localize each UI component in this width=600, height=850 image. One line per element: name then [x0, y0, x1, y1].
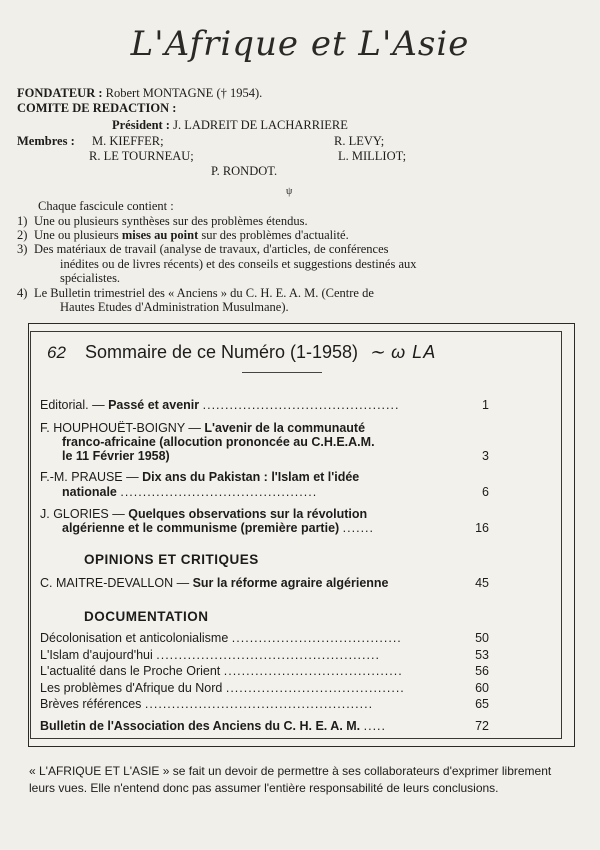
member-name: M. KIEFFER; — [92, 134, 164, 148]
toc-entry-title: Quelques observations sur la révolution — [128, 507, 368, 521]
section-heading-documentation: DOCUMENTATION — [84, 609, 209, 624]
president-line — [112, 118, 348, 133]
toc-entry-title: Les problèmes d'Afrique du Nord — [40, 681, 223, 695]
toc-entry-title: Brèves références — [40, 697, 142, 711]
toc-entry-title: L'Islam d'aujourd'hui — [40, 648, 153, 662]
toc-entry — [40, 681, 485, 696]
founder-value: Robert MONTAGNE († 1954). — [105, 86, 263, 100]
member-name: R. LEVY; — [334, 134, 385, 148]
contents-item-text: inédites ou de livres récents) et des conseils et suggestions destinés aux — [60, 257, 417, 271]
masthead-title: L'Afrique et L'Asie — [130, 24, 470, 64]
toc-entry-continuation — [62, 521, 507, 536]
toc-entry-title: Bulletin de l'Association des Anciens du C. H. E. A. M. — [40, 719, 361, 733]
contents-item-text: Le Bulletin trimestriel des « Anciens » du C. H. E. A. M. (Centre de — [34, 286, 374, 300]
toc-entry-continuation — [62, 485, 507, 500]
toc-entry-author: J. GLORIES — [40, 507, 109, 521]
member-name: P. RONDOT. — [211, 164, 278, 178]
toc-entry: Editorial. — Passé et avenir ............................................ — [40, 398, 400, 412]
leader-dots: .................................................. — [156, 648, 380, 662]
handwritten-number: 62 — [47, 343, 66, 362]
handwritten-annotation: ∼ ω LA — [369, 342, 437, 362]
contents-item-text: Une ou plusieurs synthèses sur des problèmes étendus. — [34, 214, 308, 228]
toc-entry: F.-M. PRAUSE — Dix ans du Pakistan : l'Islam et l'idée — [40, 470, 360, 484]
contents-item-number: 3) — [17, 242, 28, 256]
toc-entry — [40, 648, 485, 663]
toc-entry — [40, 697, 485, 712]
contents-item-number: 1) — [17, 214, 28, 228]
toc-page-number: 3 — [482, 449, 489, 463]
contents-item-text-part: Une ou plusieurs — [34, 228, 122, 242]
toc-entry-author: C. MAITRE-DEVALLON — [40, 576, 174, 590]
disclaimer-paragraph: « L'AFRIQUE ET L'ASIE » se fait un devoir de permettre à ses collaborateurs d'exprimer librement leurs vues. Elle n'entend donc pas assumer l'entière responsabilité de leurs conclusions. — [29, 764, 552, 795]
toc-entry-author: F.-M. PRAUSE — [40, 470, 123, 484]
contents-intro: Chaque fascicule contient : — [38, 199, 174, 213]
leader-dots: ........................................ — [223, 664, 403, 678]
leader-dots: ....... — [342, 521, 374, 535]
contents-item-text — [34, 228, 349, 243]
toc-page-number: 1 — [482, 398, 489, 412]
toc-entry-title: Sur la réforme agraire algérienne — [192, 576, 389, 590]
president-label: Président : — [112, 118, 170, 132]
contents-item-text-part: sur des problèmes d'actualité. — [198, 228, 349, 242]
title-rule — [242, 372, 322, 373]
contents-item-number: 4) — [17, 286, 28, 300]
toc-page-number: 6 — [482, 485, 489, 499]
section-heading-opinions: OPINIONS ET CRITIQUES — [84, 552, 259, 567]
leader-dots: ........................................ — [225, 681, 405, 695]
toc-entry-title: Passé et avenir — [108, 398, 200, 412]
toc-page-number: 16 — [475, 521, 489, 535]
toc-entry-title: Dix ans du Pakistan : l'Islam et l'idée — [142, 470, 360, 484]
toc-entry — [40, 631, 485, 646]
ornament-glyph: ψ — [286, 186, 293, 197]
toc-entry-continuation — [62, 435, 507, 450]
members-label: Membres : — [17, 134, 75, 148]
toc-page-number: 45 — [475, 576, 489, 590]
founder-label: FONDATEUR : — [17, 86, 103, 100]
contents-item-text: spécialistes. — [60, 271, 121, 285]
contents-item-text: Des matériaux de travail (analyse de travaux, d'articles, de conférences — [34, 242, 389, 256]
president-name: J. LADREIT DE LACHARRIERE — [173, 118, 348, 132]
leader-dots: ..... — [363, 719, 387, 733]
contents-item-number: 2) — [17, 228, 28, 242]
toc-entry-author: Editorial. — [40, 398, 89, 412]
leader-dots: ...................................... — [231, 631, 402, 645]
toc-entry-title: L'actualité dans le Proche Orient — [40, 664, 221, 678]
toc-title: Sommaire de ce Numéro (1-1958) — [84, 342, 359, 362]
toc-page-number: 53 — [475, 648, 489, 662]
toc-entry-continuation — [62, 449, 507, 464]
toc-page-number: 65 — [475, 697, 489, 711]
toc-entry — [40, 719, 485, 734]
member-name: L. MILLIOT; — [338, 149, 407, 163]
member-name: R. LE TOURNEAU; — [89, 149, 194, 163]
committee-heading: COMITE DE REDACTION : — [17, 101, 177, 115]
toc-entry — [40, 664, 485, 679]
toc-entry-title: franco-africaine (allocution prononcée au C.H.E.A.M. — [62, 435, 375, 449]
leader-dots: ............................................ — [120, 485, 318, 499]
leader-dots: ............................................ — [202, 398, 400, 412]
toc-entry-title: nationale — [62, 485, 117, 499]
toc-page-number: 60 — [475, 681, 489, 695]
toc-entry-title: L'avenir de la communauté — [204, 421, 366, 435]
leader-dots: ................................................... — [144, 697, 374, 711]
toc-entry: C. MAITRE-DEVALLON — Sur la réforme agraire algérienne — [40, 576, 389, 590]
toc-entry-title: algérienne et le communisme (première partie) — [62, 521, 340, 535]
toc-entry-title: Décolonisation et anticolonialisme — [40, 631, 229, 645]
toc-title-line — [47, 342, 557, 363]
founder-line — [17, 86, 262, 101]
toc-entry-author: F. HOUPHOUËT-BOIGNY — [40, 421, 185, 435]
toc-page-number: 50 — [475, 631, 489, 645]
toc-page-number: 56 — [475, 664, 489, 678]
toc-entry: J. GLORIES — Quelques observations sur la révolution — [40, 507, 368, 521]
toc-entry: F. HOUPHOUËT-BOIGNY — L'avenir de la communauté — [40, 421, 366, 435]
toc-entry-title: le 11 Février 1958) — [62, 449, 170, 463]
toc-page-number: 72 — [475, 719, 489, 733]
contents-item-bold-part: mises au point — [121, 228, 199, 242]
contents-item-text: Hautes Etudes d'Administration Musulmane). — [60, 300, 289, 314]
